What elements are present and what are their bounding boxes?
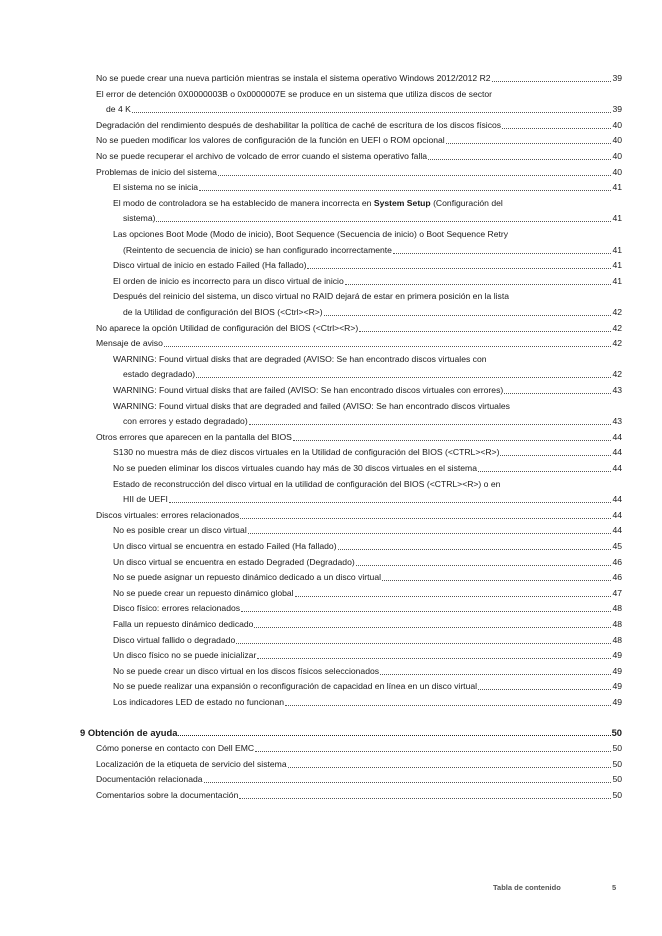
- toc-entry-title: [113, 524, 247, 537]
- dot-leader: [295, 596, 612, 597]
- toc-page-number: 46: [612, 572, 622, 583]
- toc-page-number: 40: [612, 166, 622, 177]
- toc-entry-title: [96, 72, 491, 85]
- toc-page-number: 50: [612, 743, 622, 754]
- dot-leader: [500, 455, 611, 456]
- toc-entry-text: (Configuración del: [430, 197, 503, 208]
- toc-entry-title: [113, 634, 235, 647]
- toc-entry-text: El sistema no se inicia: [113, 182, 199, 193]
- toc-entry-title: [113, 446, 499, 459]
- toc-entry-text: No se puede asignar un repuesto dinámico dedicado a un disco virtual: [113, 572, 382, 583]
- toc-entry-text: Disco virtual fallido o degradado: [113, 634, 236, 645]
- toc-entry-text: Cómo ponerse en contacto con Dell EMC: [96, 743, 255, 754]
- toc-entry-text: Disco virtual de inicio en estado Failed (Ha fallado): [113, 260, 307, 271]
- toc-page-number: 40: [612, 135, 622, 146]
- toc-entry-title: [96, 742, 254, 755]
- dot-leader: [178, 735, 610, 736]
- toc-entry-title-line1: Estado de reconstrucción del disco virtual en la utilidad de configuración del BIOS (<CTRL><R>) o en: [113, 478, 501, 489]
- toc-entry-text: System Setup: [373, 197, 431, 208]
- toc-entry-text: Problemas de inicio del sistema: [96, 166, 217, 177]
- toc-page-number: 43: [612, 385, 622, 395]
- dot-leader: [492, 81, 612, 82]
- toc-page-number: 41: [612, 244, 622, 255]
- toc-entry-text: Degradación del rendimiento después de deshabilitar la política de caché de escritura de los discos físicos: [96, 119, 502, 130]
- toc-entry-title: [96, 337, 163, 350]
- toc-entry-title: [113, 602, 240, 615]
- toc-entry-title: [123, 493, 168, 506]
- dot-leader: [324, 315, 612, 316]
- toc-entry-title: [113, 181, 198, 194]
- toc-entry-title: [96, 509, 239, 522]
- toc-page-number: 42: [612, 307, 622, 317]
- dot-leader: [478, 689, 611, 690]
- toc-page-number: 41: [612, 275, 622, 286]
- toc-entry-text: S130 no muestra más de diez discos virtuales en la Utilidad de configuración del BIOS (<CTRL><R>): [113, 447, 500, 458]
- dot-leader: [478, 471, 611, 472]
- toc-page-number: 42: [612, 369, 622, 380]
- toc-entry-title: [123, 212, 155, 225]
- footer-page-number: 5: [612, 883, 617, 892]
- toc-entry-title: [123, 368, 195, 381]
- toc-entry-text: Otros errores que aparecen en la pantalla del BIOS: [96, 431, 292, 442]
- toc-entry-text: Los indicadores LED de estado no funcionan: [113, 697, 285, 707]
- dot-leader: [240, 518, 611, 519]
- dot-leader: [239, 798, 611, 799]
- dot-leader: [164, 346, 612, 347]
- toc-entry-text: No se puede crear un disco virtual en los discos físicos seleccionados: [113, 665, 380, 676]
- toc-entry-title: [80, 726, 177, 739]
- toc-page-number: 41: [612, 260, 622, 271]
- toc-page-number: 50: [612, 774, 622, 785]
- toc-entry-title: [96, 119, 501, 132]
- toc-entry-title: [96, 322, 358, 335]
- toc-entry-text: Documentación relacionada: [96, 774, 203, 785]
- toc-page-number: 50: [611, 726, 622, 738]
- toc-page-number: 39: [612, 104, 622, 115]
- toc-entry-text: HII de UEFI: [123, 494, 168, 505]
- dot-leader: [288, 767, 612, 768]
- dot-leader: [199, 190, 611, 191]
- toc-page-number: 47: [612, 587, 622, 598]
- toc-entry-title-line1: Después del reinicio del sistema, un disco virtual no RAID dejará de estar en primera posición en la lista: [113, 291, 509, 302]
- dot-leader: [248, 533, 612, 534]
- toc-entry-title: [113, 384, 503, 397]
- toc-entry-text: Disco físico: errores relacionados: [113, 603, 241, 614]
- dot-leader: [428, 159, 611, 160]
- toc-entry-text: No aparece la opción Utilidad de configuración del BIOS (<Ctrl><R>): [96, 322, 359, 333]
- dot-leader: [257, 658, 611, 659]
- dot-leader: [132, 112, 612, 113]
- toc-page-number: 44: [612, 494, 622, 505]
- dot-leader: [307, 268, 611, 269]
- dot-leader: [169, 502, 612, 503]
- toc-entry-title: [113, 275, 344, 288]
- dot-leader: [241, 611, 611, 612]
- toc-entry-title-line1: [113, 197, 503, 210]
- toc-entry-title: [113, 680, 477, 693]
- toc-entry-title: [96, 789, 238, 802]
- toc-entry-title: [113, 665, 379, 678]
- dot-leader: [356, 565, 612, 566]
- toc-entry-title: [96, 758, 287, 771]
- toc-page-number: 49: [612, 697, 622, 707]
- toc-entry-text: El orden de inicio es incorrecto para un disco virtual de inicio: [113, 275, 344, 286]
- toc-page-number: 44: [612, 431, 622, 442]
- toc-entry-title: [123, 415, 248, 428]
- toc-entry-title: [113, 571, 381, 584]
- toc-entry-title-line1: Las opciones Boot Mode (Modo de inicio), Boot Sequence (Secuencia de inicio) o Boot Sequence Retry: [113, 229, 509, 239]
- toc-entry-title: [96, 150, 427, 163]
- dot-leader: [156, 221, 611, 222]
- dot-leader: [293, 440, 612, 441]
- toc-page-number: 49: [612, 681, 622, 692]
- toc-page-number: 44: [612, 509, 622, 520]
- toc-entry-title: [113, 618, 253, 631]
- dot-leader: [196, 377, 611, 378]
- toc-entry-title: [96, 773, 203, 786]
- toc-page-number: 39: [612, 73, 622, 83]
- dot-leader: [236, 643, 611, 644]
- toc-page-number: 41: [612, 213, 622, 224]
- toc-page-number: 48: [612, 634, 622, 645]
- toc-page-number: 44: [612, 525, 622, 536]
- toc-entry-title: [123, 244, 392, 257]
- toc-page-number: 44: [612, 447, 622, 458]
- toc-entry-title-line1: WARNING: Found virtual disks that are degraded and failed (AVISO: Se han encontrado discos virtuales: [113, 400, 510, 411]
- dot-leader: [393, 253, 611, 254]
- dot-leader: [254, 627, 611, 628]
- dot-leader: [345, 284, 612, 285]
- toc-page-number: 50: [612, 758, 622, 769]
- toc-entry-text: No se puede crear un repuesto dinámico global: [113, 587, 294, 598]
- toc-entry-title: [96, 431, 292, 444]
- toc-entry-title: [113, 462, 477, 475]
- toc-page-number: 40: [612, 151, 622, 161]
- toc-entry-text: de 4 K: [106, 104, 131, 115]
- toc-entry-text: Falla un repuesto dinámico dedicado: [113, 619, 254, 629]
- toc-entry-title: [96, 134, 445, 147]
- toc-entry-text: El modo de controladora se ha establecido de manera incorrecta en: [113, 197, 374, 208]
- dot-leader: [249, 424, 612, 425]
- toc-entry-text: Un disco virtual se encuentra en estado Degraded (Degradado): [113, 556, 355, 567]
- dot-leader: [359, 331, 611, 332]
- toc-page-number: 50: [612, 790, 622, 800]
- toc-entry-title-line1: El error de detención 0X0000003B o 0x0000007E se produce en un sistema que utiliza discos de sector: [96, 88, 493, 99]
- dot-leader: [382, 580, 611, 581]
- toc-page-number: 45: [612, 541, 622, 551]
- toc-entry-text: (Reintento de secuencia de inicio) se han configurado incorrectamente: [123, 244, 392, 255]
- toc-entry-text: No se puede crear una nueva partición mientras se instala el sistema operativo Windows 2012/2012 R2: [96, 73, 491, 83]
- toc-page-number: 43: [612, 416, 622, 427]
- toc-entry-text: No se pueden eliminar los discos virtuales cuando hay más de 30 discos virtuales en el sistema: [113, 463, 477, 473]
- toc-entry-text: con errores y estado degradado): [123, 416, 248, 427]
- dot-leader: [446, 143, 612, 144]
- toc-entry-title: [96, 166, 217, 179]
- dot-leader: [218, 175, 612, 176]
- toc-page-number: 48: [612, 603, 622, 614]
- toc-entry-title-line1: WARNING: Found virtual disks that are degraded (AVISO: Se han encontrado discos virtuales con: [113, 353, 487, 364]
- toc-entry-title: [113, 540, 337, 553]
- toc-entry-text: No es posible crear un disco virtual: [113, 525, 247, 536]
- toc-entry-text: No se puede realizar una expansión o reconfiguración de capacidad en línea en un disco virtual: [113, 681, 478, 692]
- dot-leader: [504, 393, 611, 394]
- toc-entry-title: [113, 649, 256, 662]
- toc-entry-text: Comentarios sobre la documentación: [96, 790, 239, 800]
- toc-entry-title: [123, 306, 323, 319]
- toc-entry-text: Localización de la etiqueta de servicio del sistema: [96, 758, 287, 769]
- toc-entry-title: [113, 556, 355, 569]
- toc-entry-title: [113, 587, 294, 600]
- toc-entry-text: WARNING: Found virtual disks that are failed (AVISO: Se han encontrado discos virtuales con errores): [113, 385, 504, 395]
- toc-page-number: 49: [612, 650, 622, 661]
- dot-leader: [502, 128, 611, 129]
- toc-entry-text: Discos virtuales: errores relacionados: [96, 509, 240, 520]
- toc-entry-text: Mensaje de aviso: [96, 338, 163, 349]
- toc-page-number: 42: [612, 338, 622, 349]
- toc-entry-text: sistema): [123, 213, 156, 224]
- footer-section-label: Tabla de contenido: [493, 883, 561, 892]
- toc-entry-text: 9 Obtención de ayuda: [80, 726, 178, 738]
- toc-page-number: 41: [612, 182, 622, 193]
- toc-entry-text: Un disco virtual se encuentra en estado Failed (Ha fallado): [113, 541, 337, 551]
- toc-page-number: 49: [612, 665, 622, 676]
- toc-entry-title: [113, 696, 284, 709]
- toc-page-number: 42: [612, 322, 622, 333]
- toc-entry-text: estado degradado): [123, 369, 196, 380]
- dot-leader: [204, 782, 612, 783]
- dot-leader: [285, 705, 611, 706]
- toc-page-number: 40: [612, 119, 622, 130]
- toc-entry-text: No se puede recuperar el archivo de volcado de error cuando el sistema operativo falla: [96, 151, 428, 161]
- dot-leader: [338, 549, 612, 550]
- toc-entry-text: Un disco físico no se puede inicializar: [113, 650, 257, 661]
- toc-page-number: 48: [612, 619, 622, 629]
- dot-leader: [380, 674, 611, 675]
- toc-entry-text: No se pueden modificar los valores de configuración de la función en UEFI o ROM opcional: [96, 135, 445, 146]
- toc-entry-title: [113, 259, 306, 272]
- dot-leader: [255, 751, 611, 752]
- toc-page-number: 44: [612, 463, 622, 473]
- toc-entry-title: [106, 103, 131, 116]
- toc-entry-text: de la Utilidad de configuración del BIOS (<Ctrl><R>): [123, 307, 323, 317]
- toc-page-number: 46: [612, 556, 622, 567]
